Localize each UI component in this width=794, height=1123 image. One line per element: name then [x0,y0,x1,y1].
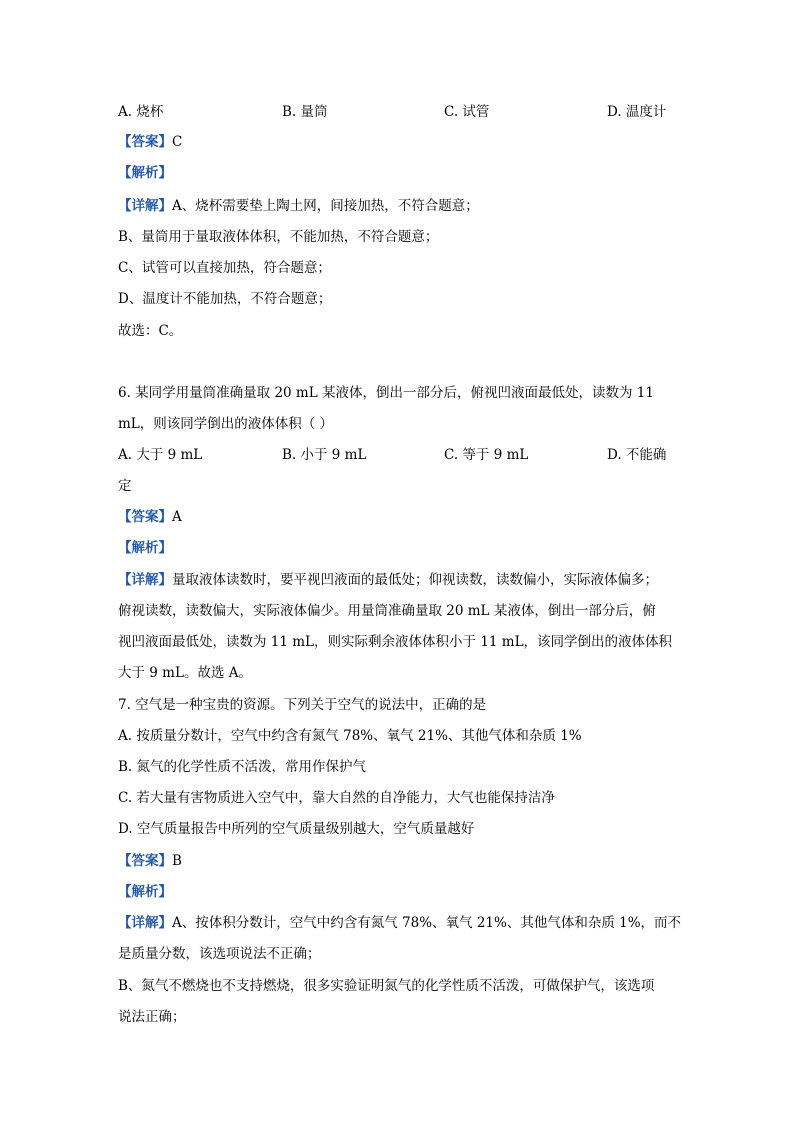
q6-analysis-tag: 【解析】 [118,540,172,556]
q6-detail-text: 量取液体读数时，要平视凹液面的最低处；仰视读数，读数偏小，实际液体偏多； [172,572,658,588]
q7-detail-line-1 [118,914,681,932]
q5-detail-line-2: B、量筒用于量取液体体积，不能加热，不符合题意； [118,229,439,245]
q5-detail-line-3: C、试管可以直接加热，符合题意； [118,260,331,276]
q6-answer: A [172,509,182,525]
q7-option-c: C. 若大量有害物质进入空气中，靠大自然的自净能力，大气也能保持洁净 [118,790,555,806]
q6-detail-line-1 [118,571,658,589]
q7-option-d: D. 空气质量报告中所列的空气质量级别越大，空气质量越好 [118,821,475,837]
q7-detail-line-4: 说法正确； [118,1009,186,1025]
q6-option-b: B. 小于 9 mL [282,447,367,463]
q7-answer-line [118,852,182,870]
q5-option-d: D. 温度计 [607,104,667,120]
q7-option-b: B. 氮气的化学性质不活泼，常用作保护气 [118,759,367,775]
q6-stem-line-2: mL，则该同学倒出的液体体积（ ） [118,416,334,432]
q5-option-a: A. 烧杯 [118,104,164,120]
q7-detail-text: A、按体积分数计，空气中约含有氮气 78%、氧气 21%、其他气体和杂质 1%，而不 [172,915,682,931]
q6-option-d: D. 不能确 [607,447,667,463]
q5-option-b: B. 量筒 [282,104,328,120]
q5-detail-line-4: D、温度计不能加热，不符合题意； [118,291,332,307]
q6-option-a: A. 大于 9 mL [118,447,203,463]
q5-analysis-tag: 【解析】 [118,165,172,181]
q5-option-c: C. 试管 [444,104,490,120]
q5-detail-line-1 [118,197,479,215]
q7-detail-line-2: 是质量分数，该选项说法不正确； [118,946,321,962]
detail-tag: 【详解】 [118,915,172,931]
q6-option-d-wrap: 定 [118,478,132,494]
q5-answer: C [172,134,183,150]
q6-answer-line [118,508,182,526]
detail-tag: 【详解】 [118,572,172,588]
detail-tag: 【详解】 [118,198,172,214]
q7-analysis-tag: 【解析】 [118,884,172,900]
q7-detail-line-3: B、氮气不燃烧也不支持燃烧，很多实验证明氮气的化学性质不活泼，可做保护气，该选项 [118,978,655,994]
q5-answer-line [118,133,182,151]
answer-tag: 【答案】 [118,134,172,150]
answer-tag: 【答案】 [118,853,172,869]
q6-detail-line-2: 俯视读数，读数偏大，实际液体偏少。用量筒准确量取 20 mL 某液体，倒出一部分后，俯 [118,603,656,619]
q7-answer: B [172,853,182,869]
q6-detail-line-4: 大于 9 mL。故选 A。 [118,665,252,681]
q6-stem-line-1: 6. 某同学用量筒准确量取 20 mL 某液体，倒出一部分后，俯视凹液面最低处，读数为 11 [118,385,654,401]
q6-detail-line-3: 视凹液面最低处，读数为 11 mL，则实际剩余液体体积小于 11 mL，该同学倒出的液体体积 [118,634,673,650]
q5-conclusion: 故选：C。 [118,323,183,339]
q5-detail-text: A、烧杯需要垫上陶土网，间接加热，不符合题意； [172,198,479,214]
q7-option-a: A. 按质量分数计，空气中约含有氮气 78%、氧气 21%、其他气体和杂质 1% [118,728,582,744]
q6-option-c: C. 等于 9 mL [444,447,529,463]
answer-tag: 【答案】 [118,509,172,525]
q7-stem: 7. 空气是一种宝贵的资源。下列关于空气的说法中，正确的是 [118,697,487,713]
